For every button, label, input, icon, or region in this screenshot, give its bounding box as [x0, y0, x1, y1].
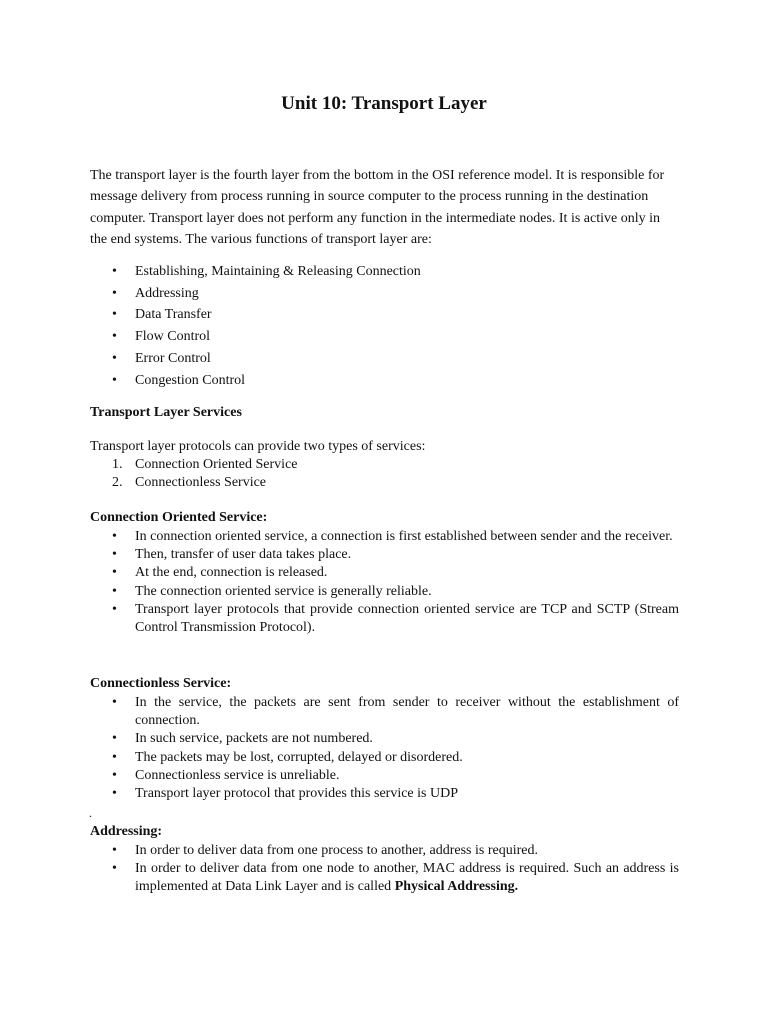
list-item: • Data Transfer: [90, 304, 680, 326]
page-title: Unit 10: Transport Layer: [281, 93, 487, 114]
list-item: • Congestion Control: [90, 370, 680, 392]
list-item: • The connection oriented service is generally reliable.: [90, 583, 679, 601]
list-item: • Flow Control: [90, 326, 680, 348]
list-item: • Establishing, Maintaining & Releasing Connection: [90, 261, 680, 283]
list-item: • Transport layer protocols that provide connection oriented service are TCP and SCTP (Stream Control Transmission Protocol).: [90, 601, 679, 637]
connection-oriented-heading: Connection Oriented Service:: [90, 510, 268, 525]
list-item: • Addressing: [90, 283, 680, 305]
list-item: • The packets may be lost, corrupted, delayed or disordered.: [90, 749, 679, 767]
list-number: 2.: [112, 475, 123, 491]
list-item: • In the service, the packets are sent from sender to receiver without the establishment of connection.: [90, 694, 679, 730]
functions-list: [90, 261, 680, 391]
list-item-text: In order to deliver data from one node to another, MAC address is required. Such an address is implemented at Data Link Layer and is called: [135, 861, 679, 895]
list-item: • Then, transfer of user data takes place.: [90, 546, 679, 564]
services-intro: Transport layer protocols can provide two types of services:: [90, 439, 426, 454]
addressing-heading: Addressing:: [90, 824, 163, 839]
list-item: • In such service, packets are not numbered.: [90, 730, 679, 748]
list-item-text: Connectionless Service: [135, 475, 267, 491]
physical-addressing-term: Physical Addressing.: [394, 879, 519, 895]
list-item: • At the end, connection is released.: [90, 564, 679, 582]
connectionless-list: [90, 694, 679, 803]
list-item: • In connection oriented service, a connection is first established between sender and the receiver.: [90, 528, 679, 546]
list-item: • Error Control: [90, 348, 680, 370]
connectionless-heading: Connectionless Service:: [90, 676, 232, 691]
intro-paragraph: The transport layer is the fourth layer from the bottom in the OSI reference model. It is responsible for message delivery from process running in source computer to the process running in the destination computer. Transport layer does not perform any function in the intermediate nodes. It is active only in the end systems. The various functions of transport layer are:: [90, 168, 665, 247]
list-item: • Transport layer protocol that provides this service is UDP: [90, 785, 679, 803]
list-item: [90, 474, 679, 492]
services-heading: Transport Layer Services: [90, 405, 242, 420]
list-number: 1.: [112, 457, 123, 472]
services-list: [90, 456, 679, 492]
list-item-text: Connection Oriented Service: [135, 457, 298, 472]
list-item: • Connectionless service is unreliable.: [90, 767, 679, 785]
stray-dot: .: [89, 806, 92, 820]
list-item: [90, 860, 679, 896]
list-item: • In order to deliver data from one process to another, address is required.: [90, 842, 679, 860]
connection-oriented-list: [90, 528, 679, 637]
addressing-list: [90, 842, 679, 897]
list-item: [90, 456, 679, 474]
